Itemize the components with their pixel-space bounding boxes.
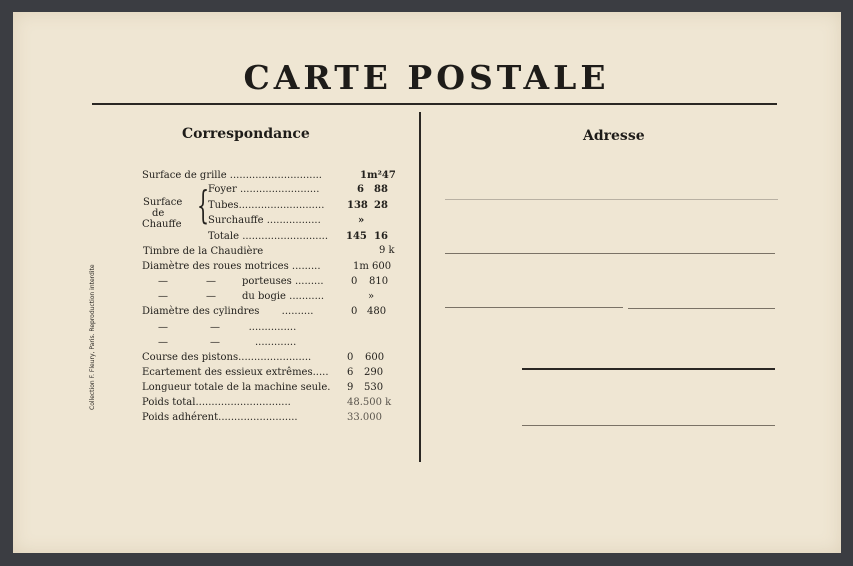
- spec-value-longueur-dec: 530: [364, 382, 384, 393]
- spec-label-surface-grille: Surface de grille .............................: [142, 170, 322, 181]
- spec-dash-blank1-1: —: [158, 322, 168, 333]
- spec-label-ecartement: Ecartement des essieux extrêmes.....: [142, 367, 329, 378]
- address-line-3b: [628, 308, 775, 309]
- publisher-credit: Collection F. Fleury, Paris. Reproduction interdite: [89, 264, 96, 410]
- card-title: CARTE POSTALE: [243, 58, 610, 97]
- spec-dash-blank2-2: — .............: [210, 337, 297, 348]
- spec-value-ecartement-dec: 290: [364, 367, 384, 378]
- spec-dash-blank2-1: —: [158, 337, 168, 348]
- surface-chauffe-label-1: Surface: [143, 197, 183, 208]
- spec-dash-bogie-2: —: [206, 291, 216, 302]
- spec-dash-bogie-1: —: [158, 291, 168, 302]
- spec-label-poids-total: Poids total..............................: [142, 397, 291, 408]
- address-line-1: [445, 199, 778, 200]
- adresse-heading: Adresse: [583, 128, 645, 144]
- address-line-3a: [445, 307, 623, 308]
- address-line-5: [522, 425, 775, 426]
- spec-label-roues-motrices: Diamètre des roues motrices .........: [142, 261, 321, 272]
- spec-label-timbre: Timbre de la Chaudière: [143, 246, 264, 257]
- spec-value-totale-dec: 16: [374, 231, 388, 242]
- title-rule: [92, 103, 777, 105]
- correspondance-heading: Correspondance: [182, 126, 310, 142]
- spec-label-poids-adherent: Poids adhérent.........................: [142, 412, 298, 423]
- surface-chauffe-label-3: Chauffe: [142, 219, 182, 230]
- spec-label-cylindres: Diamètre des cylindres ..........: [142, 306, 314, 317]
- spec-value-course-pistons-dec: 600: [365, 352, 385, 363]
- spec-value-surchauffe: »: [358, 215, 365, 226]
- spec-label-course-pistons: Course des pistons.......................: [142, 352, 312, 363]
- spec-label-bogie: du bogie ...........: [242, 291, 325, 302]
- spec-label-totale: Totale ...........................: [208, 231, 329, 242]
- spec-value-cylindres-int: 0: [351, 306, 358, 317]
- surface-chauffe-brace: {: [197, 183, 210, 227]
- spec-value-totale-int: 145: [346, 231, 367, 242]
- spec-value-tubes-int: 138: [347, 200, 368, 211]
- spec-value-longueur-int: 9: [347, 382, 354, 393]
- spec-value-roues-motrices: 1m 600: [353, 261, 392, 272]
- spec-value-foyer-dec: 88: [374, 184, 388, 195]
- spec-value-bogie: »: [368, 291, 375, 302]
- spec-value-porteuses-dec: 810: [369, 276, 389, 287]
- spec-dash-porteuses-1: —: [158, 276, 168, 287]
- spec-value-ecartement-int: 6: [347, 367, 354, 378]
- spec-value-surface-grille: 1m²47: [360, 170, 396, 181]
- spec-value-timbre: 9 k: [379, 245, 395, 256]
- spec-label-porteuses: porteuses .........: [242, 276, 324, 287]
- spec-label-longueur: Longueur totale de la machine seule.: [142, 382, 331, 393]
- spec-dash-blank1-2: — ...............: [210, 322, 297, 333]
- spec-value-poids-total: 48.500 k: [347, 397, 392, 408]
- spec-value-poids-adherent: 33.000: [347, 412, 382, 423]
- spec-label-foyer: Foyer .........................: [208, 184, 320, 195]
- address-line-4: [522, 368, 775, 370]
- address-line-2: [445, 253, 775, 254]
- center-divider: [419, 112, 421, 462]
- spec-label-surchauffe: Surchauffe .................: [208, 215, 321, 226]
- spec-value-tubes-dec: 28: [374, 200, 388, 211]
- spec-value-course-pistons-int: 0: [347, 352, 354, 363]
- spec-value-cylindres-dec: 480: [367, 306, 387, 317]
- spec-value-foyer-int: 6: [357, 184, 364, 195]
- spec-value-porteuses-int: 0: [351, 276, 358, 287]
- surface-chauffe-label-2: de: [152, 208, 165, 219]
- spec-label-tubes: Tubes...........................: [208, 200, 325, 211]
- spec-dash-porteuses-2: —: [206, 276, 216, 287]
